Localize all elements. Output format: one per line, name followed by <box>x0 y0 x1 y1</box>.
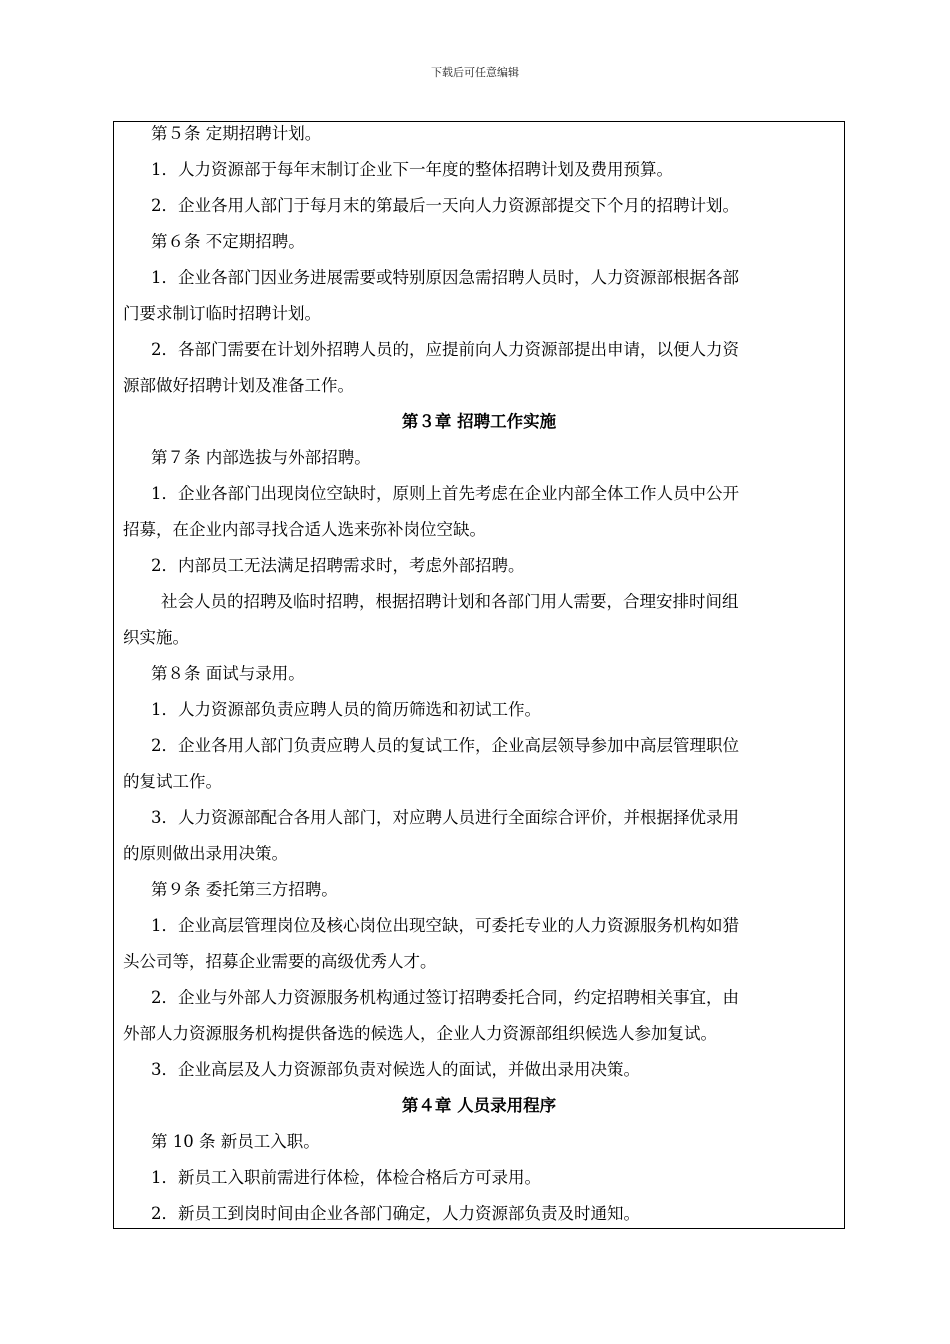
document-body <box>113 121 845 1229</box>
article-9-title: 第９条 委托第三方招聘。 <box>151 880 338 899</box>
article-8-item-2-line-2: 的复试工作。 <box>123 772 222 791</box>
article-6-item-1-line-2: 门要求制订临时招聘计划。 <box>123 304 321 323</box>
article-8-title: 第８条 面试与录用。 <box>151 664 305 683</box>
article-6-title: 第６条 不定期招聘。 <box>151 232 305 251</box>
article-8-item-2-line-1: 2．企业各用人部门负责应聘人员的复试工作，企业高层领导参加中高层管理职位 <box>151 736 739 755</box>
article-10-item-1: 1．新员工入职前需进行体检，体检合格后方可录用。 <box>151 1168 541 1187</box>
article-5-item-1: 1．人力资源部于每年末制订企业下一年度的整体招聘计划及费用预算。 <box>151 160 673 179</box>
article-8-item-3-line-2: 的原则做出录用决策。 <box>123 844 288 863</box>
article-5-item-2: 2．企业各用人部门于每月末的第最后一天向人力资源部提交下个月的招聘计划。 <box>151 196 739 215</box>
article-9-item-1-line-2: 头公司等，招募企业需要的高级优秀人才。 <box>123 952 437 971</box>
article-8-item-3-line-1: 3．人力资源部配合各用人部门，对应聘人员进行全面综合评价，并根据择优录用 <box>151 808 739 827</box>
article-10-title: 第 10 条 新员工入职。 <box>151 1132 320 1151</box>
chapter-4-heading: 第４章 人员录用程序 <box>401 1096 557 1115</box>
article-7-item-2: 2．内部员工无法满足招聘需求时，考虑外部招聘。 <box>151 556 525 575</box>
article-9-item-2-line-2: 外部人力资源服务机构提供备选的候选人，企业人力资源部组织候选人参加复试。 <box>123 1024 717 1043</box>
article-7-item-1-line-1: 1．企业各部门出现岗位空缺时，原则上首先考虑在企业内部全体工作人员中公开 <box>151 484 739 503</box>
article-10-item-2: 2．新员工到岗时间由企业各部门确定，人力资源部负责及时通知。 <box>151 1204 640 1223</box>
article-8-item-1: 1．人力资源部负责应聘人员的简历筛选和初试工作。 <box>151 700 541 719</box>
article-9-item-3: 3．企业高层及人力资源部负责对候选人的面试，并做出录用决策。 <box>151 1060 640 1079</box>
page-header: 下载后可任意编辑 <box>431 66 519 79</box>
article-7-title: 第７条 内部选拔与外部招聘。 <box>151 448 371 467</box>
article-7-item-1-line-2: 招募，在企业内部寻找合适人选来弥补岗位空缺。 <box>123 520 486 539</box>
article-7-paragraph-line-2: 织实施。 <box>123 628 189 647</box>
chapter-3-heading: 第３章 招聘工作实施 <box>401 412 557 431</box>
article-9-item-1-line-1: 1．企业高层管理岗位及核心岗位出现空缺，可委托专业的人力资源服务机构如猎 <box>151 916 739 935</box>
article-5-title: 第５条 定期招聘计划。 <box>151 124 322 143</box>
article-7-paragraph-line-1: 社会人员的招聘及临时招聘，根据招聘计划和各部门用人需要，合理安排时间组 <box>161 592 739 611</box>
article-6-item-2-line-2: 源部做好招聘计划及准备工作。 <box>123 376 354 395</box>
article-6-item-1-line-1: 1．企业各部门因业务进展需要或特别原因急需招聘人员时，人力资源部根据各部 <box>151 268 739 287</box>
article-6-item-2-line-1: 2．各部门需要在计划外招聘人员的，应提前向人力资源部提出申请，以便人力资 <box>151 340 739 359</box>
article-9-item-2-line-1: 2．企业与外部人力资源服务机构通过签订招聘委托合同，约定招聘相关事宜，由 <box>151 988 739 1007</box>
